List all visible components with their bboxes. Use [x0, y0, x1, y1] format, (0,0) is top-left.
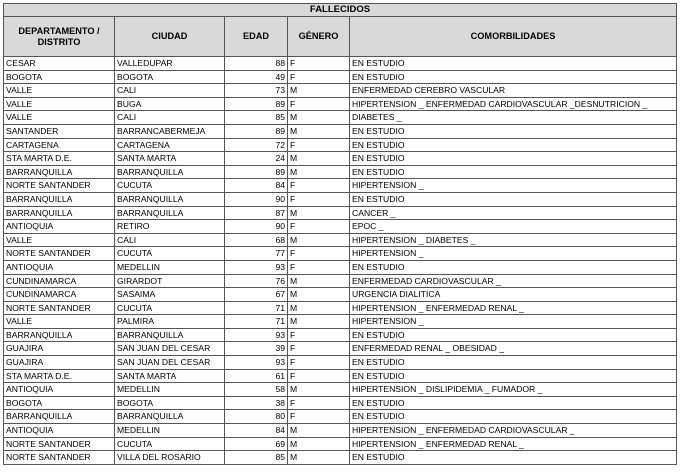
cell-genero: M	[288, 383, 350, 397]
cell-ciudad: BARRANQUILLA	[115, 206, 225, 220]
cell-edad: 49	[225, 70, 288, 84]
cell-departamento: BOGOTA	[4, 70, 115, 84]
table-row	[4, 70, 677, 84]
cell-genero: M	[288, 84, 350, 98]
cell-comorbilidades: EN ESTUDIO	[350, 369, 677, 383]
table-row	[4, 179, 677, 193]
cell-genero: F	[288, 369, 350, 383]
table-row	[4, 165, 677, 179]
cell-ciudad: CALI	[115, 111, 225, 125]
cell-edad: 71	[225, 315, 288, 329]
cell-genero: F	[288, 97, 350, 111]
table-row	[4, 342, 677, 356]
cell-genero: F	[288, 247, 350, 261]
cell-comorbilidades: HIPERTENSION _ DIABETES _	[350, 233, 677, 247]
cell-departamento: NORTE SANTANDER	[4, 451, 115, 465]
table-row	[4, 356, 677, 370]
cell-edad: 93	[225, 260, 288, 274]
cell-departamento: VALLE	[4, 111, 115, 125]
cell-comorbilidades: EN ESTUDIO	[350, 328, 677, 342]
cell-ciudad: CUCUTA	[115, 179, 225, 193]
cell-ciudad: CALI	[115, 84, 225, 98]
table-row	[4, 206, 677, 220]
cell-edad: 89	[225, 165, 288, 179]
cell-edad: 61	[225, 369, 288, 383]
table-row	[4, 192, 677, 206]
cell-departamento: NORTE SANTANDER	[4, 437, 115, 451]
cell-comorbilidades: EN ESTUDIO	[350, 260, 677, 274]
table-header-row	[4, 17, 677, 57]
table-row	[4, 111, 677, 125]
cell-departamento: STA MARTA D.E.	[4, 369, 115, 383]
cell-genero: M	[288, 315, 350, 329]
cell-comorbilidades: EPOC _	[350, 220, 677, 234]
cell-edad: 38	[225, 396, 288, 410]
table-row	[4, 220, 677, 234]
cell-comorbilidades: EN ESTUDIO	[350, 57, 677, 71]
cell-edad: 84	[225, 179, 288, 193]
cell-ciudad: SAN JUAN DEL CESAR	[115, 342, 225, 356]
header-ciudad: CIUDAD	[115, 17, 225, 57]
cell-departamento: BARRANQUILLA	[4, 192, 115, 206]
cell-departamento: BOGOTA	[4, 396, 115, 410]
cell-genero: F	[288, 192, 350, 206]
table-row	[4, 57, 677, 71]
cell-genero: M	[288, 451, 350, 465]
table-row	[4, 84, 677, 98]
cell-genero: M	[288, 124, 350, 138]
table-row	[4, 260, 677, 274]
cell-ciudad: BOGOTA	[115, 396, 225, 410]
cell-edad: 88	[225, 57, 288, 71]
table-row	[4, 383, 677, 397]
cell-genero: M	[288, 152, 350, 166]
cell-comorbilidades: HIPERTENSION _ ENFERMEDAD CARDIOVASCULAR _DESNUTRICION _	[350, 97, 677, 111]
cell-ciudad: BARRANQUILLA	[115, 192, 225, 206]
cell-comorbilidades: EN ESTUDIO	[350, 124, 677, 138]
cell-edad: 67	[225, 288, 288, 302]
cell-comorbilidades: ENFERMEDAD CARDIOVASCULAR _	[350, 274, 677, 288]
cell-departamento: VALLE	[4, 84, 115, 98]
table-title-row	[4, 4, 677, 17]
cell-departamento: ANTIOQUIA	[4, 424, 115, 438]
table-row	[4, 247, 677, 261]
cell-genero: F	[288, 260, 350, 274]
cell-departamento: STA MARTA D.E.	[4, 152, 115, 166]
table-row	[4, 274, 677, 288]
cell-departamento: SANTANDER	[4, 124, 115, 138]
table-row	[4, 396, 677, 410]
cell-genero: F	[288, 70, 350, 84]
cell-edad: 80	[225, 410, 288, 424]
cell-comorbilidades: EN ESTUDIO	[350, 451, 677, 465]
cell-genero: F	[288, 342, 350, 356]
cell-edad: 77	[225, 247, 288, 261]
cell-edad: 68	[225, 233, 288, 247]
cell-genero: F	[288, 220, 350, 234]
cell-comorbilidades: EN ESTUDIO	[350, 410, 677, 424]
cell-genero: F	[288, 57, 350, 71]
cell-departamento: VALLE	[4, 315, 115, 329]
table-row	[4, 328, 677, 342]
cell-comorbilidades: EN ESTUDIO	[350, 192, 677, 206]
cell-ciudad: SAN JUAN DEL CESAR	[115, 356, 225, 370]
cell-edad: 39	[225, 342, 288, 356]
cell-edad: 24	[225, 152, 288, 166]
cell-departamento: GUAJIRA	[4, 356, 115, 370]
table-row	[4, 301, 677, 315]
cell-departamento: NORTE SANTANDER	[4, 301, 115, 315]
cell-comorbilidades: EN ESTUDIO	[350, 165, 677, 179]
cell-departamento: VALLE	[4, 233, 115, 247]
cell-ciudad: BARRANQUILLA	[115, 328, 225, 342]
cell-edad: 85	[225, 111, 288, 125]
cell-ciudad: SASAIMA	[115, 288, 225, 302]
table-row	[4, 315, 677, 329]
cell-genero: M	[288, 424, 350, 438]
cell-ciudad: BUGA	[115, 97, 225, 111]
cell-comorbilidades: HIPERTENSION _	[350, 247, 677, 261]
header-genero: GÉNERO	[288, 17, 350, 57]
cell-comorbilidades: ENFERMEDAD RENAL _ OBESIDAD _	[350, 342, 677, 356]
table-title: FALLECIDOS	[4, 4, 677, 17]
cell-ciudad: CALI	[115, 233, 225, 247]
cell-edad: 89	[225, 124, 288, 138]
cell-edad: 69	[225, 437, 288, 451]
cell-comorbilidades: EN ESTUDIO	[350, 152, 677, 166]
cell-ciudad: MEDELLIN	[115, 260, 225, 274]
cell-edad: 90	[225, 220, 288, 234]
cell-edad: 89	[225, 97, 288, 111]
cell-ciudad: CUCUTA	[115, 437, 225, 451]
header-departamento: DEPARTAMENTO / DISTRITO	[4, 17, 115, 57]
cell-ciudad: CUCUTA	[115, 247, 225, 261]
cell-comorbilidades: EN ESTUDIO	[350, 138, 677, 152]
table-row	[4, 369, 677, 383]
cell-ciudad: MEDELLIN	[115, 383, 225, 397]
cell-ciudad: BOGOTA	[115, 70, 225, 84]
cell-ciudad: CUCUTA	[115, 301, 225, 315]
cell-departamento: CARTAGENA	[4, 138, 115, 152]
cell-departamento: GUAJIRA	[4, 342, 115, 356]
cell-departamento: BARRANQUILLA	[4, 410, 115, 424]
fallecidos-table	[3, 3, 677, 465]
cell-edad: 93	[225, 356, 288, 370]
table-row	[4, 97, 677, 111]
cell-genero: F	[288, 179, 350, 193]
cell-ciudad: BARRANQUILLA	[115, 165, 225, 179]
cell-genero: F	[288, 356, 350, 370]
table-row	[4, 138, 677, 152]
cell-genero: F	[288, 328, 350, 342]
cell-genero: M	[288, 165, 350, 179]
cell-ciudad: VALLEDUPAR	[115, 57, 225, 71]
cell-edad: 72	[225, 138, 288, 152]
cell-departamento: NORTE SANTANDER	[4, 179, 115, 193]
cell-edad: 90	[225, 192, 288, 206]
cell-departamento: BARRANQUILLA	[4, 165, 115, 179]
cell-ciudad: VILLA DEL ROSARIO	[115, 451, 225, 465]
cell-edad: 76	[225, 274, 288, 288]
table-row	[4, 437, 677, 451]
cell-comorbilidades: HIPERTENSION _ DISLIPIDEMIA _ FUMADOR _	[350, 383, 677, 397]
table-row	[4, 451, 677, 465]
header-comorbilidades: COMORBILIDADES	[350, 17, 677, 57]
cell-comorbilidades: HIPERTENSION _	[350, 315, 677, 329]
cell-departamento: BARRANQUILLA	[4, 328, 115, 342]
table-row	[4, 233, 677, 247]
cell-ciudad: RETIRO	[115, 220, 225, 234]
cell-edad: 71	[225, 301, 288, 315]
cell-ciudad: GIRARDOT	[115, 274, 225, 288]
cell-comorbilidades: DIABETES _	[350, 111, 677, 125]
cell-comorbilidades: CANCER _	[350, 206, 677, 220]
cell-departamento: CUNDINAMARCA	[4, 288, 115, 302]
cell-genero: M	[288, 274, 350, 288]
cell-comorbilidades: URGENCIA DIALITICA	[350, 288, 677, 302]
cell-edad: 58	[225, 383, 288, 397]
cell-genero: M	[288, 233, 350, 247]
cell-ciudad: BARRANCABERMEJA	[115, 124, 225, 138]
cell-departamento: ANTIOQUIA	[4, 383, 115, 397]
table-row	[4, 288, 677, 302]
cell-edad: 73	[225, 84, 288, 98]
cell-ciudad: SANTA MARTA	[115, 152, 225, 166]
cell-departamento: CUNDINAMARCA	[4, 274, 115, 288]
cell-departamento: ANTIOQUIA	[4, 260, 115, 274]
table-row	[4, 410, 677, 424]
cell-ciudad: SANTA MARTA	[115, 369, 225, 383]
cell-departamento: BARRANQUILLA	[4, 206, 115, 220]
cell-comorbilidades: EN ESTUDIO	[350, 396, 677, 410]
cell-comorbilidades: ENFERMEDAD CEREBRO VASCULAR	[350, 84, 677, 98]
cell-departamento: VALLE	[4, 97, 115, 111]
table-row	[4, 424, 677, 438]
cell-genero: M	[288, 206, 350, 220]
cell-genero: M	[288, 301, 350, 315]
cell-genero: F	[288, 138, 350, 152]
header-edad: EDAD	[225, 17, 288, 57]
cell-departamento: ANTIOQUIA	[4, 220, 115, 234]
cell-ciudad: BARRANQUILLA	[115, 410, 225, 424]
cell-genero: F	[288, 396, 350, 410]
cell-comorbilidades: HIPERTENSION _	[350, 179, 677, 193]
cell-comorbilidades: HIPERTENSION _ ENFERMEDAD CARDIOVASCULAR _	[350, 424, 677, 438]
cell-comorbilidades: HIPERTENSION _ ENFERMEDAD RENAL _	[350, 437, 677, 451]
cell-ciudad: PALMIRA	[115, 315, 225, 329]
table-row	[4, 152, 677, 166]
cell-comorbilidades: EN ESTUDIO	[350, 70, 677, 84]
cell-comorbilidades: EN ESTUDIO	[350, 356, 677, 370]
cell-ciudad: MEDELLIN	[115, 424, 225, 438]
cell-ciudad: CARTAGENA	[115, 138, 225, 152]
cell-edad: 93	[225, 328, 288, 342]
cell-genero: F	[288, 410, 350, 424]
cell-genero: M	[288, 111, 350, 125]
cell-genero: M	[288, 288, 350, 302]
cell-departamento: CESAR	[4, 57, 115, 71]
cell-departamento: NORTE SANTANDER	[4, 247, 115, 261]
cell-edad: 87	[225, 206, 288, 220]
cell-edad: 84	[225, 424, 288, 438]
cell-genero: M	[288, 437, 350, 451]
cell-comorbilidades: HIPERTENSION _ ENFERMEDAD RENAL _	[350, 301, 677, 315]
table-row	[4, 124, 677, 138]
cell-edad: 85	[225, 451, 288, 465]
